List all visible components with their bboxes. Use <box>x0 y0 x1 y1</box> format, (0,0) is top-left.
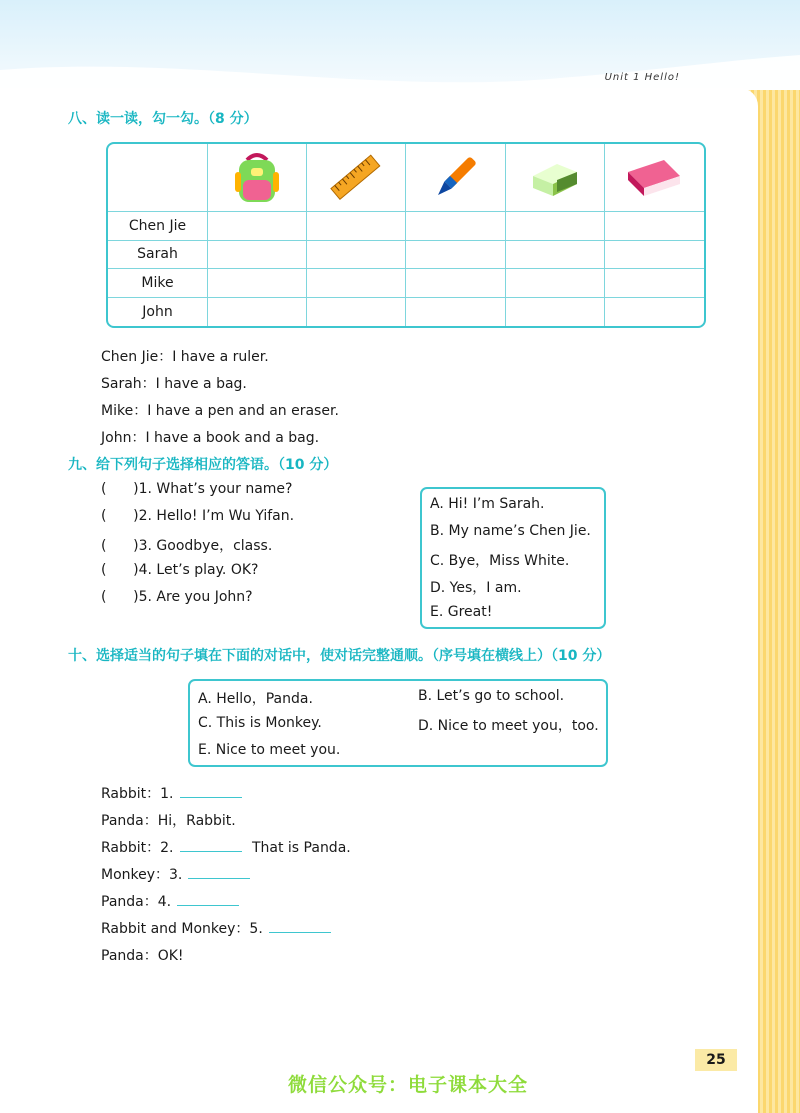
section-8-title: 八、读一读，勾一勾。（8 分） <box>68 111 258 127</box>
reading-sentence: Mike：I have a pen and an eraser. <box>101 403 339 419</box>
question-item: ( )3. Goodbye，class. <box>101 538 273 554</box>
section-9-title: 九、给下列句子选择相应的答语。（10 分） <box>68 457 338 473</box>
sentence-option: A. Hello，Panda. <box>198 691 313 707</box>
table-header-cell <box>506 144 605 212</box>
row-label: Chen Jie <box>108 212 208 241</box>
check-table <box>106 142 706 328</box>
check-cell[interactable] <box>406 298 505 327</box>
dialogue-line <box>101 837 351 857</box>
check-cell[interactable] <box>506 298 605 327</box>
check-cell[interactable] <box>406 269 505 298</box>
row-label: John <box>108 298 208 327</box>
sentence-option: D. Nice to meet you，too. <box>418 718 599 734</box>
question-item: ( )4. Let’s play. OK? <box>101 562 259 578</box>
answer-option: B. My name’s Chen Jie. <box>430 523 591 539</box>
check-cell[interactable] <box>605 212 704 241</box>
check-cell[interactable] <box>605 298 704 327</box>
sentence-option: E. Nice to meet you. <box>198 742 341 758</box>
check-cell[interactable] <box>605 269 704 298</box>
book-icon <box>624 154 684 202</box>
answer-blank[interactable] <box>269 918 331 933</box>
check-cell[interactable] <box>406 241 505 270</box>
pen-icon <box>427 150 483 206</box>
table-header-cell <box>406 144 505 212</box>
reading-sentence: Sarah：I have a bag. <box>101 376 247 392</box>
eraser-icon <box>527 154 583 202</box>
sentence-option: C. This is Monkey. <box>198 715 322 731</box>
check-cell[interactable] <box>506 241 605 270</box>
page-number: 25 <box>695 1049 737 1071</box>
dialogue-line <box>101 918 331 938</box>
row-label: Sarah <box>108 241 208 270</box>
check-cell[interactable] <box>506 212 605 241</box>
dialogue-text: Rabbit：2. <box>101 840 174 856</box>
running-header: Unit 1 Hello! <box>604 72 680 83</box>
ruler-icon <box>328 150 384 206</box>
sentence-option: B. Let’s go to school. <box>418 688 565 704</box>
dialogue-text: Panda：Hi，Rabbit. <box>101 813 236 829</box>
check-cell[interactable] <box>506 269 605 298</box>
check-cell[interactable] <box>208 269 307 298</box>
dialogue-text: Monkey：3. <box>101 867 183 883</box>
dialogue-text: Panda：4. <box>101 894 172 910</box>
question-item: ( )5. Are you John? <box>101 589 253 605</box>
check-cell[interactable] <box>208 212 307 241</box>
reading-sentence: Chen Jie：I have a ruler. <box>101 349 269 365</box>
answer-option: C. Bye，Miss White. <box>430 553 570 569</box>
check-cell[interactable] <box>307 212 406 241</box>
check-cell[interactable] <box>307 269 406 298</box>
check-cell[interactable] <box>307 241 406 270</box>
question-item: ( )2. Hello! I’m Wu Yifan. <box>101 508 295 524</box>
answer-blank[interactable] <box>177 891 239 906</box>
question-item: ( )1. What’s your name? <box>101 481 293 497</box>
dialogue-line <box>101 891 239 911</box>
watermark-text: 微信公众号：电子课本大全 <box>288 1074 529 1096</box>
answer-option: D. Yes，I am. <box>430 580 522 596</box>
table-header-cell <box>307 144 406 212</box>
bag-icon <box>231 150 283 206</box>
dialogue-text: Panda：OK! <box>101 948 184 964</box>
table-header-cell <box>605 144 704 212</box>
answer-blank[interactable] <box>188 864 250 879</box>
dialogue-text: Rabbit：1. <box>101 786 174 802</box>
dialogue-line <box>101 810 236 830</box>
dialogue-line <box>101 945 184 965</box>
check-cell[interactable] <box>406 212 505 241</box>
dialogue-line <box>101 783 242 803</box>
answer-blank[interactable] <box>180 837 242 852</box>
check-cell[interactable] <box>307 298 406 327</box>
row-label: Mike <box>108 269 208 298</box>
answer-option: A. Hi! I’m Sarah. <box>430 496 545 512</box>
reading-sentence: John：I have a book and a bag. <box>101 430 320 446</box>
check-cell[interactable] <box>208 298 307 327</box>
table-header-cell <box>208 144 307 212</box>
table-corner <box>108 144 208 212</box>
dialogue-after-text: That is Panda. <box>251 840 351 856</box>
check-cell[interactable] <box>605 241 704 270</box>
section-10-title: 十、选择适当的句子填在下面的对话中，使对话完整通顺。（序号填在横线上）（10 分） <box>68 648 611 664</box>
dialogue-text: Rabbit and Monkey：5. <box>101 921 263 937</box>
check-cell[interactable] <box>208 241 307 270</box>
answer-blank[interactable] <box>180 783 242 798</box>
answer-option: E. Great! <box>430 604 493 620</box>
dialogue-line <box>101 864 250 884</box>
